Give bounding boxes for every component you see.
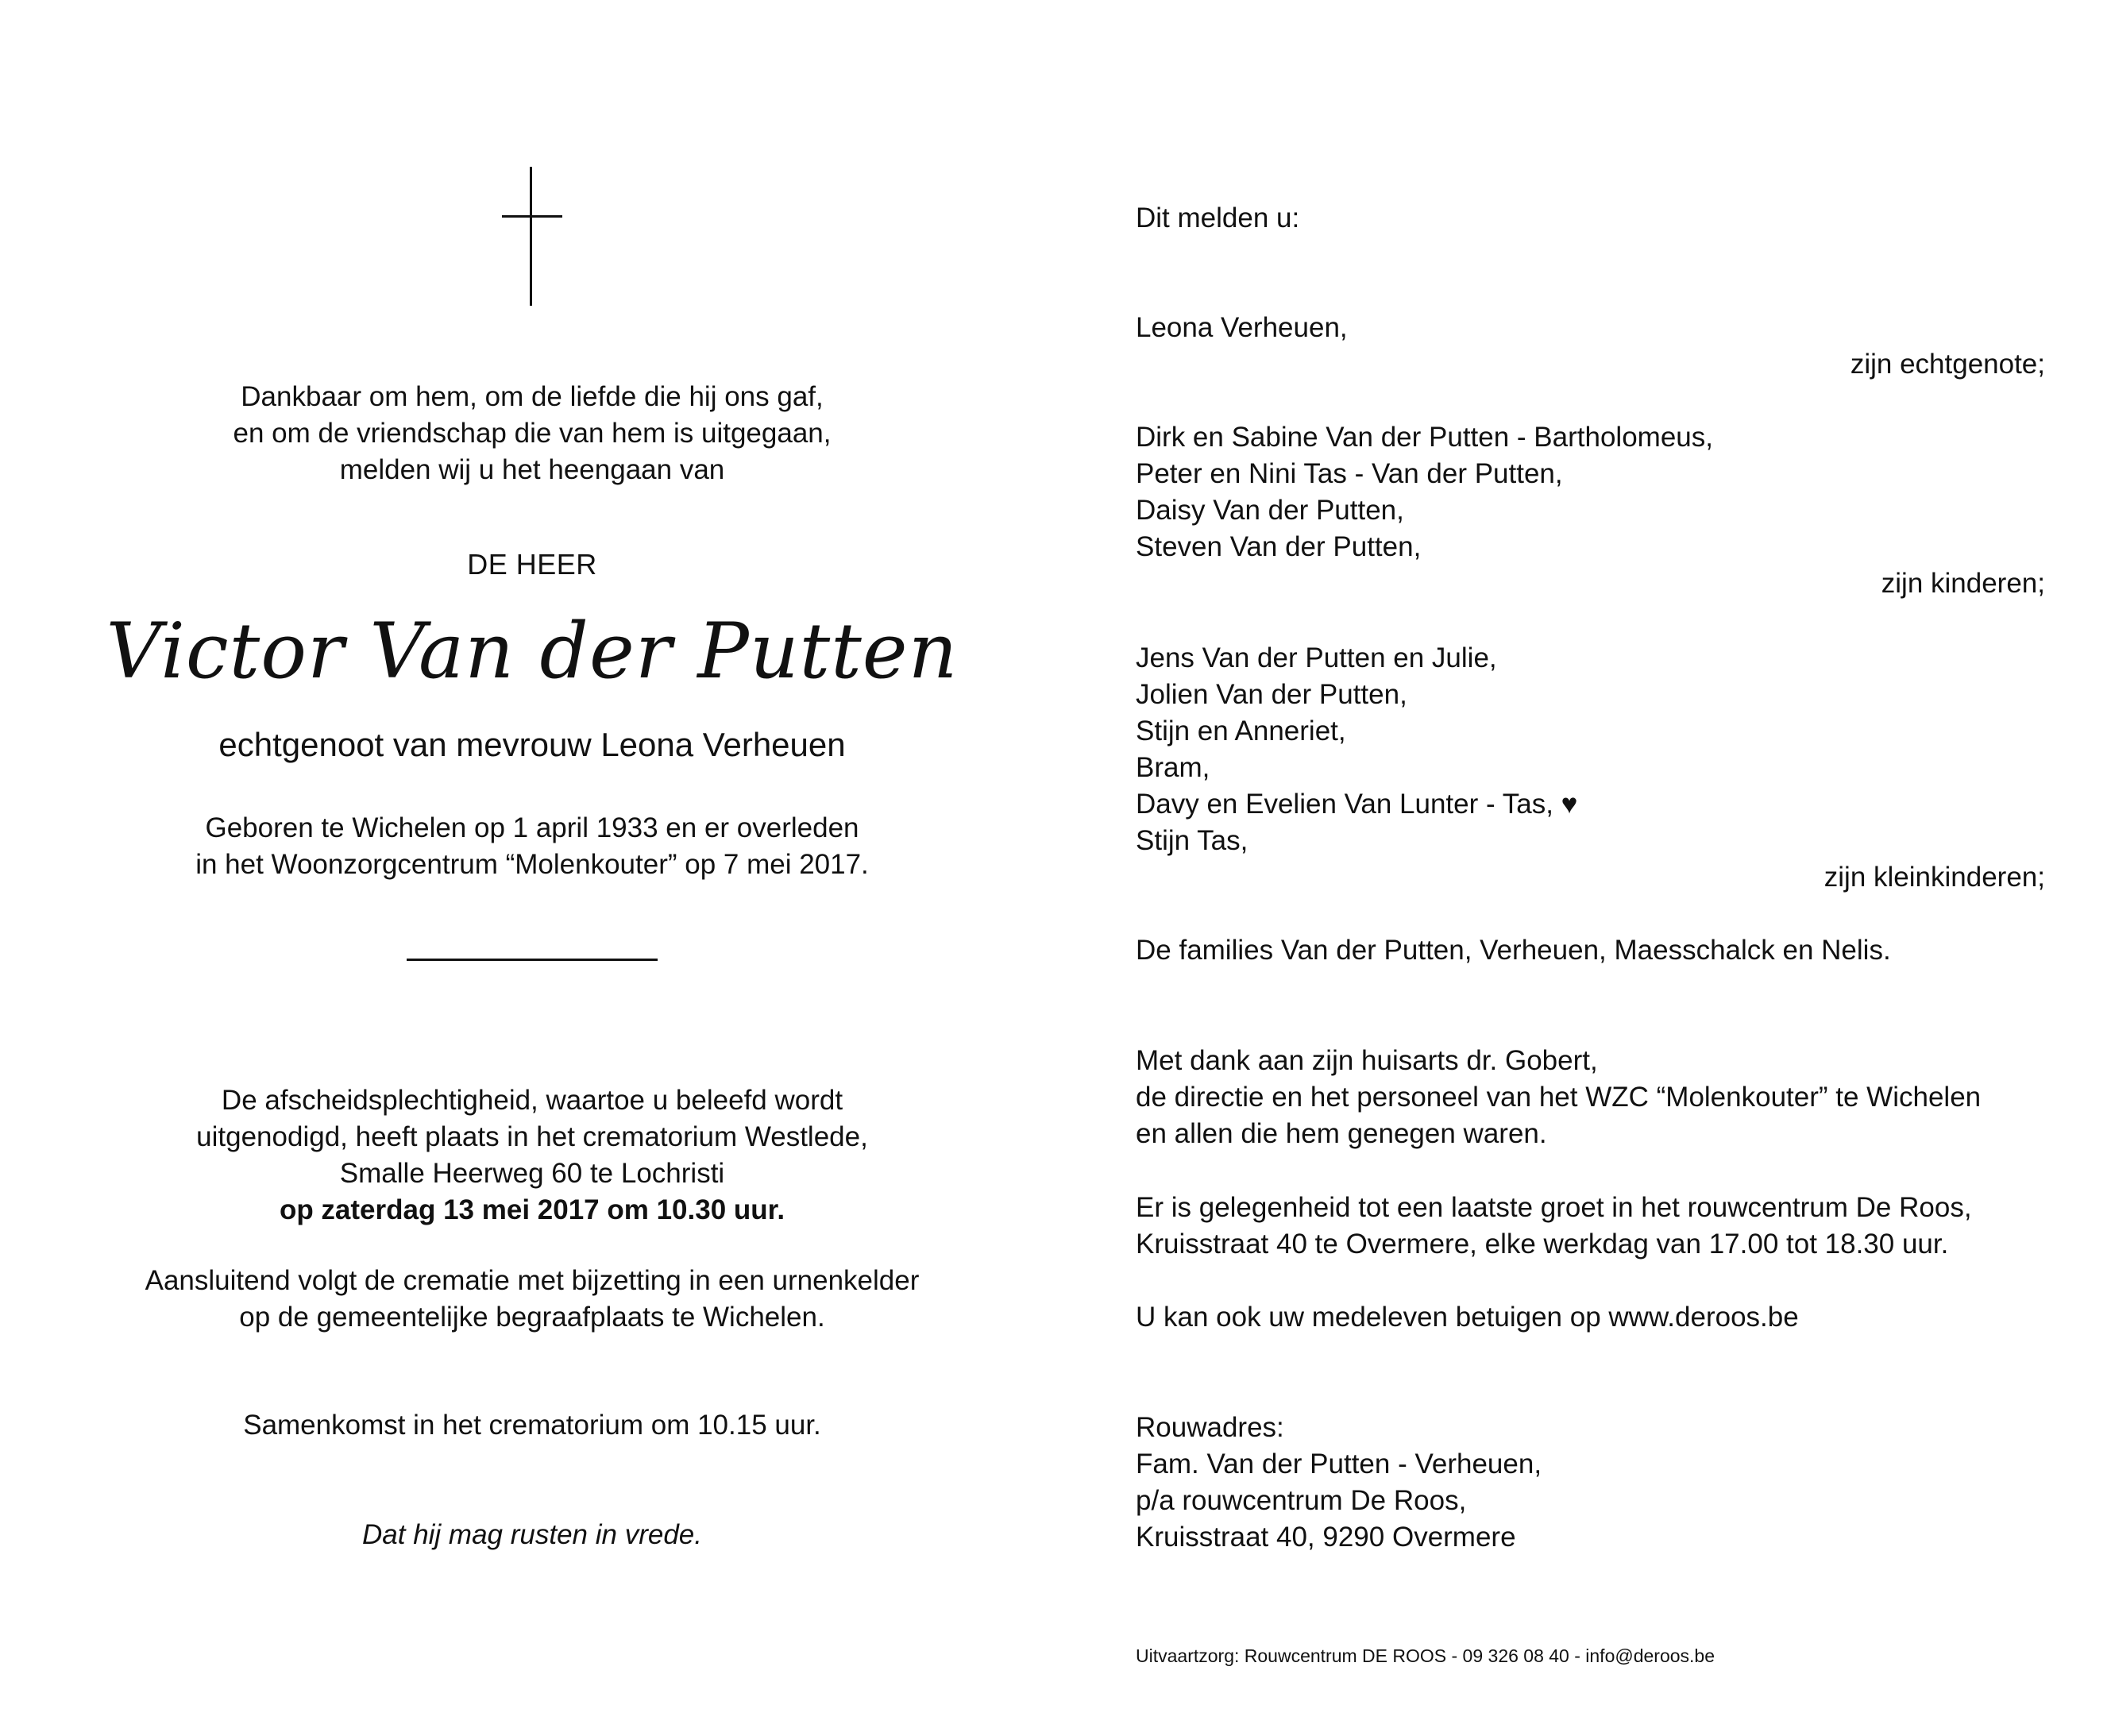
- child-name: Peter en Nini Tas - Van der Putten,: [1136, 458, 1563, 489]
- cross-icon: [530, 167, 532, 306]
- birth-death-text: [0, 810, 1064, 883]
- spouse-name: Leona Verheuen,: [1136, 312, 1348, 343]
- grandchildren-block: [1136, 640, 2045, 896]
- thanks-block: [1136, 1043, 2045, 1152]
- families-line: De families Van der Putten, Verheuen, Maesschalck en Nelis.: [1136, 935, 1891, 966]
- address-line: p/a rouwcentrum De Roos,: [1136, 1485, 1467, 1516]
- visit-block: [1136, 1190, 2045, 1263]
- born-line: Geboren te Wichelen op 1 april 1933 en er overleden: [205, 812, 859, 843]
- intro-line: melden wij u het heengaan van: [339, 454, 725, 485]
- grandchild-name: Jens Van der Putten en Julie,: [1136, 642, 1497, 673]
- ceremony-text: [0, 1082, 1064, 1229]
- children-block: [1136, 419, 2045, 602]
- intro-line: Dankbaar om hem, om de liefde die hij ons gaf,: [241, 381, 824, 412]
- closing-wish: Dat hij mag rusten in vrede.: [362, 1519, 702, 1550]
- spouse-relation: zijn echtgenote;: [1850, 349, 2045, 380]
- ceremony-date: op zaterdag 13 mei 2017 om 10.30 uur.: [279, 1194, 785, 1225]
- address-block: [1136, 1410, 2045, 1556]
- ceremony-line: uitgenodigd, heeft plaats in het crematorium Westlede,: [196, 1121, 868, 1152]
- thanks-line: Met dank aan zijn huisarts dr. Gobert,: [1136, 1045, 1598, 1076]
- grandchild-name: Bram,: [1136, 752, 1210, 783]
- address-heading: Rouwadres:: [1136, 1412, 1284, 1443]
- child-name: Daisy Van der Putten,: [1136, 495, 1404, 526]
- funeral-home-footer: Uitvaartzorg: Rouwcentrum DE ROOS - 09 326 08 40 - info@deroos.be: [1136, 1645, 1715, 1666]
- visit-line: Er is gelegenheid tot een laatste groet in het rouwcentrum De Roos,: [1136, 1192, 1972, 1223]
- online-condolence: U kan ook uw medeleven betuigen op www.deroos.be: [1136, 1302, 1799, 1333]
- grandchildren-relation: zijn kleinkinderen;: [1823, 862, 2045, 893]
- spouse-line: echtgenoot van mevrouw Leona Verheuen: [218, 726, 846, 763]
- cremation-text: [0, 1263, 1064, 1336]
- intro-text: [0, 379, 1064, 488]
- grandchild-name: Stijn Tas,: [1136, 825, 1248, 856]
- address-line: Kruisstraat 40, 9290 Overmere: [1136, 1522, 1516, 1553]
- born-line: in het Woonzorgcentrum “Molenkouter” op 7 mei 2017.: [195, 849, 869, 880]
- cremation-line: Aansluitend volgt de crematie met bijzetting in een urnenkelder: [145, 1265, 920, 1296]
- announce-line: Dit melden u:: [1136, 203, 1300, 233]
- divider: [407, 959, 658, 961]
- visit-line: Kruisstraat 40 te Overmere, elke werkdag van 17.00 tot 18.30 uur.: [1136, 1229, 1949, 1260]
- grandchild-name: Stijn en Anneriet,: [1136, 716, 1346, 746]
- thanks-line: de directie en het personeel van het WZC “Molenkouter” te Wichelen: [1136, 1082, 1982, 1113]
- ceremony-line: De afscheidsplechtigheid, waartoe u beleefd wordt: [221, 1085, 843, 1116]
- intro-line: en om de vriendschap die van hem is uitgegaan,: [233, 418, 832, 449]
- spouse-block: [1136, 310, 2045, 383]
- gathering-text: Samenkomst in het crematorium om 10.15 uur.: [243, 1410, 821, 1441]
- children-relation: zijn kinderen;: [1881, 568, 2045, 599]
- deceased-name: Victor Van der Putten: [106, 607, 959, 696]
- honorific-title: DE HEER: [467, 548, 597, 581]
- child-name: Steven Van der Putten,: [1136, 531, 1422, 562]
- grandchild-name: Davy en Evelien Van Lunter - Tas, ♥: [1136, 789, 1578, 820]
- thanks-line: en allen die hem genegen waren.: [1136, 1118, 1547, 1149]
- cremation-line: op de gemeentelijke begraafplaats te Wichelen.: [239, 1302, 825, 1333]
- cross-icon-bar: [502, 215, 562, 218]
- address-line: Fam. Van der Putten - Verheuen,: [1136, 1449, 1542, 1479]
- grandchild-name: Jolien Van der Putten,: [1136, 679, 1407, 710]
- ceremony-line: Smalle Heerweg 60 te Lochristi: [339, 1158, 725, 1189]
- child-name: Dirk en Sabine Van der Putten - Bartholomeus,: [1136, 422, 1713, 453]
